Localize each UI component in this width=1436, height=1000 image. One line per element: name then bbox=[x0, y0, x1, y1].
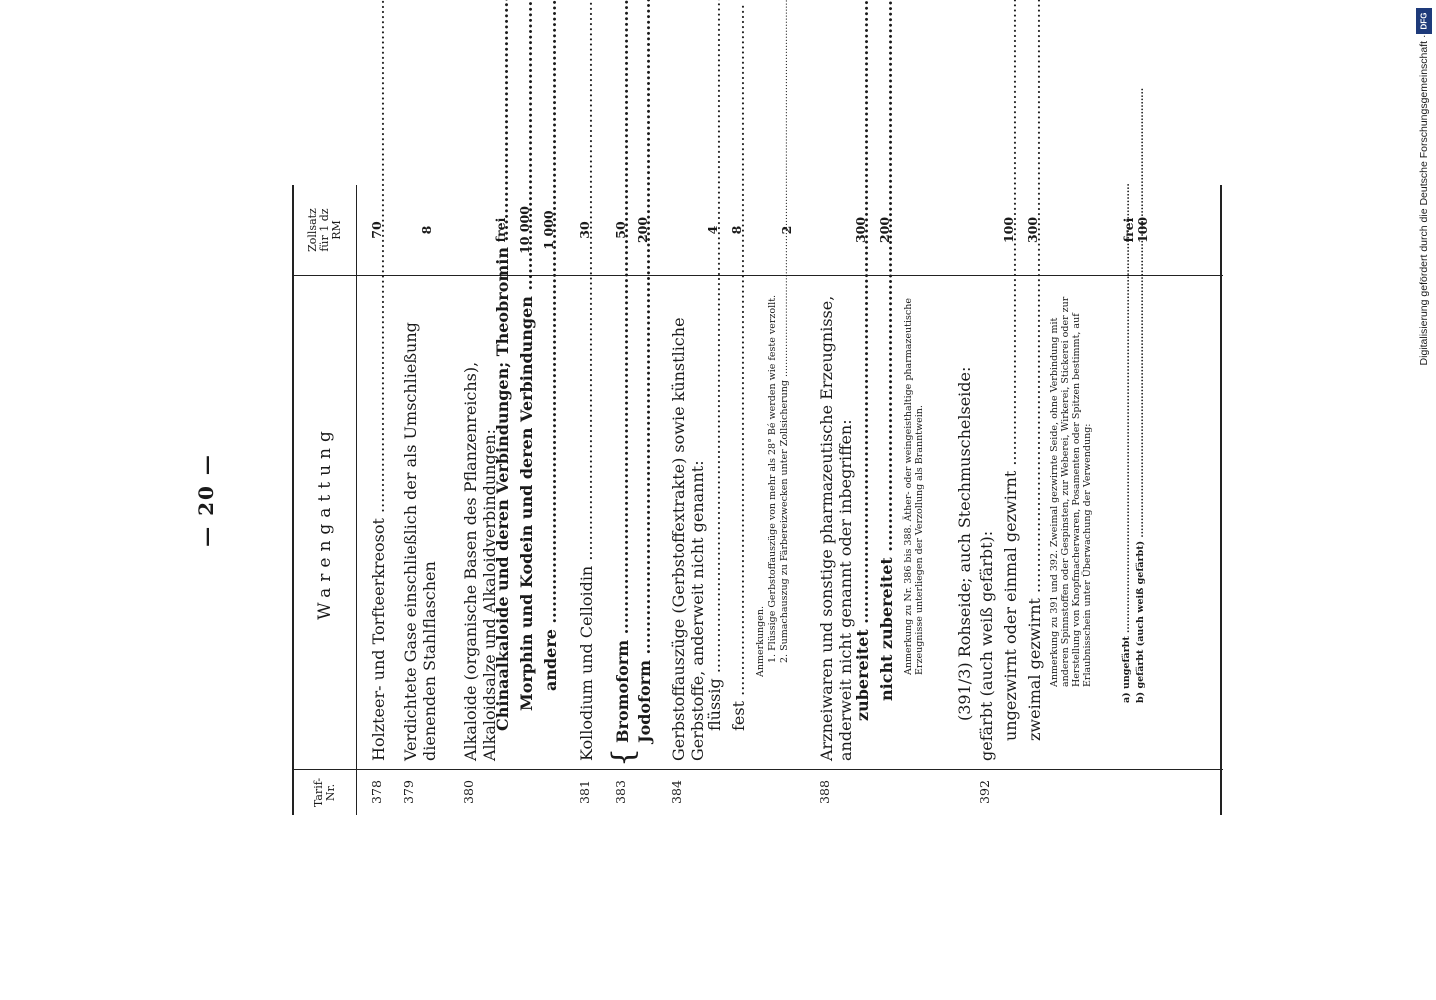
row-rate: 50 bbox=[613, 221, 628, 239]
header-tarif-nr: Tarif- Nr. bbox=[294, 769, 356, 815]
column-tarif-nr bbox=[357, 769, 1223, 815]
header-zollsatz: Zollsatz für 1 dz RM bbox=[306, 208, 343, 252]
row-rate: 2 bbox=[779, 225, 794, 235]
tarif-nr-384: 384 bbox=[669, 780, 684, 804]
tarif-nr-381: 381 bbox=[577, 780, 592, 804]
row-description: zubereitet ..... bbox=[853, 282, 872, 721]
row-description: Anmerkung zu 391 und 392. Zweimal gezwirnte Seide, ohne Verbindung mit anderen Spinnstoffen oder Gespinsten, zur Weberei, Wirkerei, Stickerei oder zur Herstellung von Knopfmacherwaren, Posamenten oder Spitzen bestimmt, auf Erlaubnisschein unter Überwachung der Verwendung: bbox=[1049, 296, 1093, 687]
row-description: andere ..... bbox=[541, 282, 560, 691]
row-description: Verdichtete Gase einschließlich der als Umschließung dienenden Stahlflaschen bbox=[401, 322, 439, 761]
row-description: Morphin und Kodein und deren Verbindungen ..... bbox=[517, 282, 536, 711]
dfg-logo-text: DFG bbox=[1419, 12, 1429, 30]
row-description: fest ..... bbox=[729, 282, 748, 731]
row-rate: 100 bbox=[1135, 216, 1150, 244]
row-description: Gerbstoffauszüge (Gerbstoffextrakte) sowie künstliche Gerbstoffe, anderweit nicht genannt: bbox=[669, 317, 707, 761]
tarif-nr-380: 380 bbox=[461, 780, 476, 804]
row-description: nicht zubereitet ..... bbox=[877, 282, 896, 701]
row-description: a) ungefärbt ..... bbox=[1121, 282, 1132, 703]
tarif-nr-392: 392 bbox=[977, 780, 992, 804]
row-rate: 10 000 bbox=[517, 206, 532, 254]
row-rate: frei bbox=[1121, 217, 1136, 243]
row-rate: 300 bbox=[853, 216, 868, 244]
row-rate: 200 bbox=[635, 216, 650, 244]
tariff-table bbox=[292, 185, 1222, 815]
dfg-logo bbox=[1416, 8, 1432, 34]
row-rate: 4 bbox=[705, 225, 720, 235]
row-rate: 1 000 bbox=[541, 210, 556, 250]
row-description: Anmerkungen. bbox=[755, 606, 766, 677]
tarif-nr-383: 383 bbox=[613, 780, 628, 804]
row-rate: 8 bbox=[419, 225, 434, 235]
row-description: Chinaalkaloide und deren Verbindungen; Theobromin ..... bbox=[493, 282, 512, 731]
row-description: (391/3) Rohseide; auch Stechmuschelseide: bbox=[955, 366, 974, 721]
row-description: Arzneiwaren und sonstige pharmazeutische Erzeugnisse, anderweit nicht genannt oder inbegriffen: bbox=[817, 295, 855, 761]
tarif-nr-378: 378 bbox=[369, 780, 384, 804]
brace-mark: { bbox=[606, 747, 641, 767]
row-description: ungezwirnt oder einmal gezwirnt ..... bbox=[1001, 282, 1020, 741]
row-description: Anmerkung zu Nr. 386 bis 388. Äther- oder weingeisthaltige pharmazeutische Erzeugnisse unterliegen der Verzollung als Branntwein. bbox=[903, 298, 925, 675]
row-description: gefärbt (auch weiß gefärbt): bbox=[977, 530, 996, 761]
row-rate: 100 bbox=[1001, 216, 1016, 244]
row-description: 1. Flüssige Gerbstoffauszüge von mehr als 28° Bé werden wie feste verzollt. bbox=[767, 294, 778, 663]
row-description: 2. Sumachauszug zu Färbereizwecken unter Zollsicherung ..... bbox=[779, 282, 790, 663]
header-warengattung: Warengattung bbox=[294, 275, 356, 769]
row-description: Holzteer- und Torfteerkreosot ..... bbox=[369, 282, 388, 761]
row-description: flüssig ..... bbox=[705, 282, 724, 731]
tariff-table-wrapper bbox=[292, 185, 1222, 815]
dfg-side-note bbox=[1412, 0, 1436, 400]
table-header bbox=[294, 185, 357, 815]
row-description: Kollodium und Celloidin ..... bbox=[577, 282, 596, 761]
column-zollsatz bbox=[357, 185, 1223, 275]
tarif-nr-388: 388 bbox=[817, 780, 832, 804]
tarif-nr-379: 379 bbox=[401, 780, 416, 804]
row-rate: frei bbox=[493, 217, 508, 243]
tariff-table-rotated bbox=[292, 185, 1222, 815]
row-rate: 8 bbox=[729, 225, 744, 235]
row-description: b) gefärbt (auch weiß gefärbt) ..... bbox=[1135, 282, 1146, 703]
dfg-funding-text: Digitalisierung gefördert durch die Deutsche Forschungsgemeinschaft · bbox=[1418, 34, 1430, 366]
row-description: zweimal gezwirnt ..... bbox=[1025, 282, 1044, 741]
row-rate: 70 bbox=[369, 221, 384, 239]
row-rate: 30 bbox=[577, 221, 592, 239]
row-rate: 300 bbox=[1025, 216, 1040, 244]
page-number bbox=[186, 440, 226, 560]
column-warengattung bbox=[357, 246, 1223, 769]
row-description: Jodoform ..... bbox=[635, 282, 654, 743]
page-number-text: — 20 — bbox=[194, 453, 218, 547]
table-body bbox=[357, 185, 1223, 815]
row-description: Alkaloide (organische Basen des Pflanzenreichs), Alkaloidsalze und Alkaloidverbindungen: bbox=[461, 361, 499, 761]
row-description: Bromoform ..... bbox=[613, 282, 632, 743]
row-rate: 200 bbox=[877, 216, 892, 244]
